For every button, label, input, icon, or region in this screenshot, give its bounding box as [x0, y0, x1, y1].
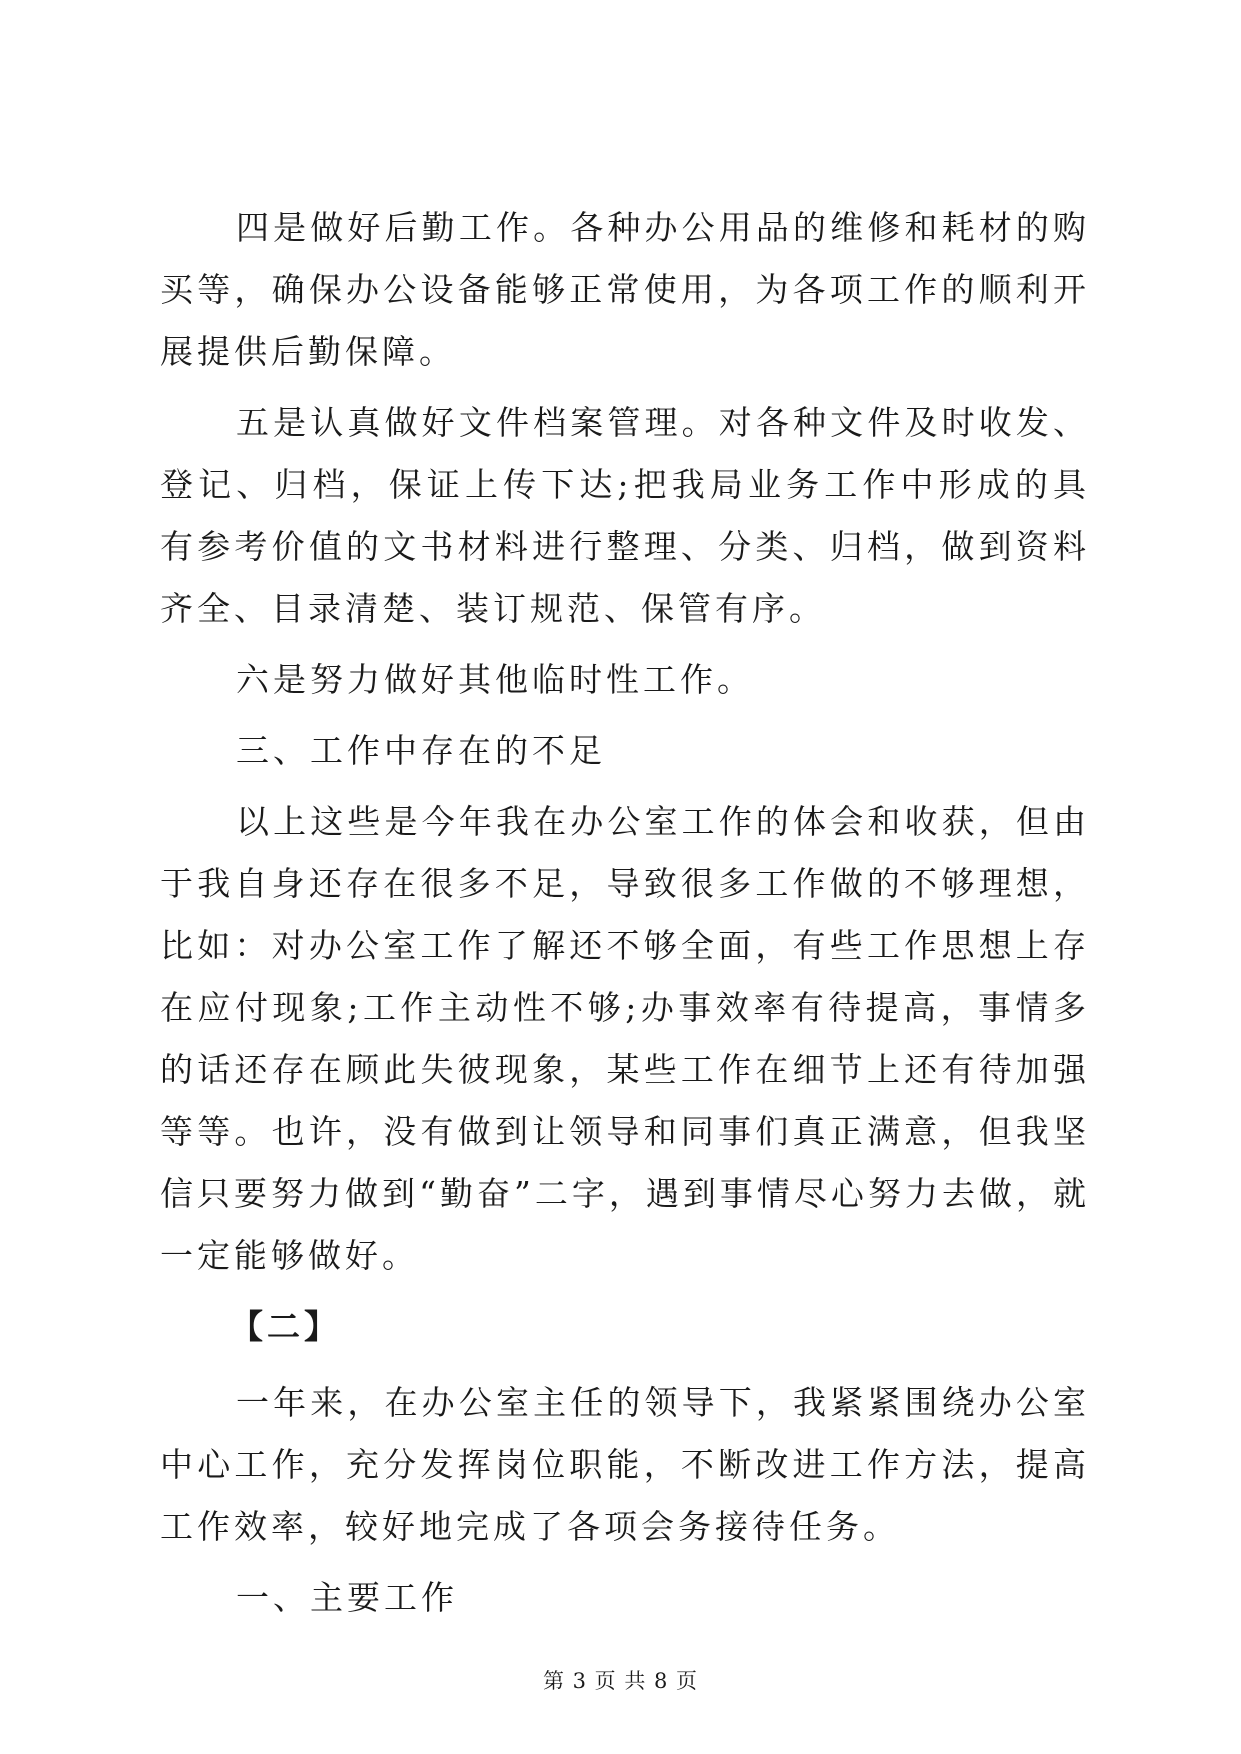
section-heading-main-work: 一、主要工作: [236, 1578, 458, 1617]
page-number-footer: 第 3 页 共 8 页: [542, 1669, 699, 1693]
part-two-heading: 【二】: [230, 1307, 341, 1346]
document-body: [160, 197, 1090, 1638]
paragraph-temporary-work: 六是努力做好其他临时性工作。: [236, 660, 754, 699]
paragraph-shortcomings: 以上这些是今年我在办公室工作的体会和收获，但由于我自身还存在很多不足，导致很多工作做的不够理想，比如：对办公室工作了解还不够全面，有些工作思想上存在应付现象;工作主动性不够;办事效率有待提高，事情多的话还存在顾此失彼现象，某些工作在细节上还有待加强等等。也许，没有做到让领导和同事们真正满意，但我坚信只要努力做到“勤奋”二字，遇到事情尽心努力去做，就一定能够做好。: [160, 802, 1090, 1275]
paragraph-logistics: 四是做好后勤工作。各种办公用品的维修和耗材的购买等，确保办公设备能够正常使用，为各项工作的顺利开展提供后勤保障。: [160, 208, 1090, 371]
section-heading-shortcomings: 三、工作中存在的不足: [236, 731, 606, 770]
paragraph-part-two-intro: 一年来，在办公室主任的领导下，我紧紧围绕办公室中心工作，充分发挥岗位职能，不断改进工作方法，提高工作效率，较好地完成了各项会务接待任务。: [160, 1383, 1090, 1546]
paragraph-archives: 五是认真做好文件档案管理。对各种文件及时收发、登记、归档，保证上传下达;把我局业务工作中形成的具有参考价值的文书材料进行整理、分类、归档，做到资料齐全、目录清楚、装订规范、保管有序。: [160, 403, 1090, 628]
